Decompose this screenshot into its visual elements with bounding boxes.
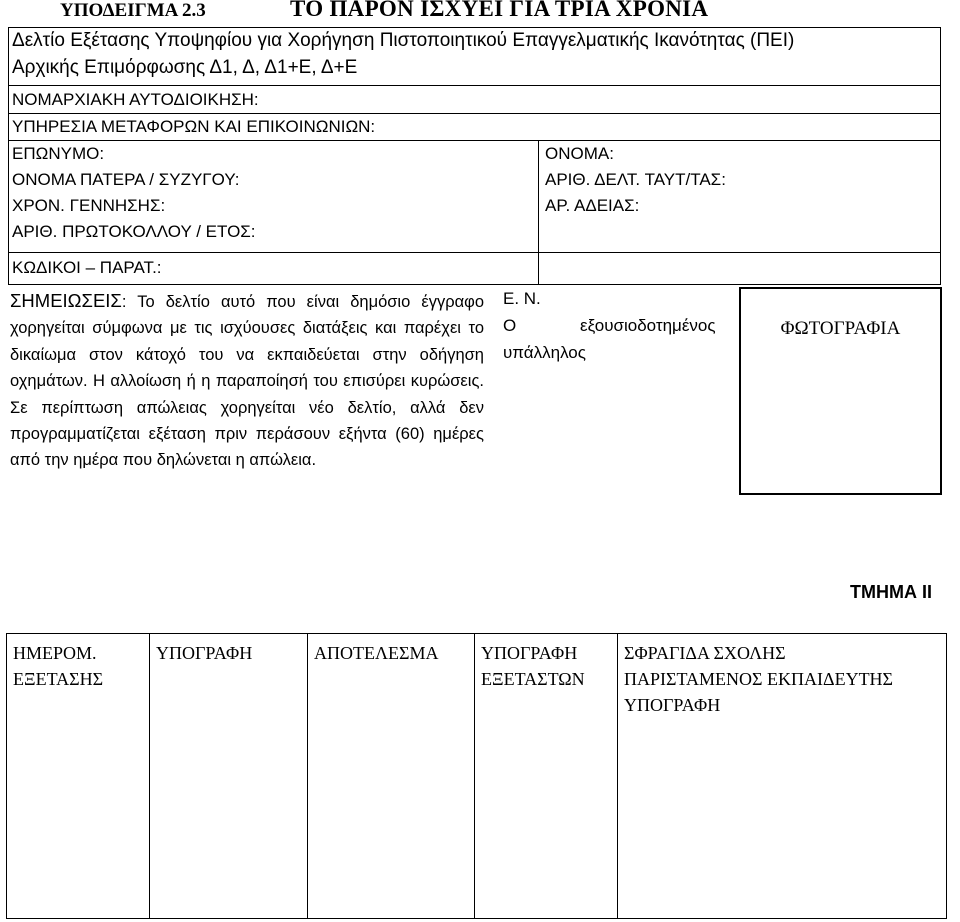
column-divider (538, 140, 539, 285)
id-number-field: ΑΡΙΘ. ΔΕΛΤ. ΤΑΥΤ/ΤΑΣ: (545, 170, 726, 189)
row-divider (8, 113, 940, 114)
father-spouse-field: ΟΝΟΜΑ ΠΑΤΕΡΑ / ΣΥΖΥΓΟΥ: (12, 170, 240, 189)
result-cell (308, 634, 475, 919)
form-title-line2: Αρχικής Επιμόρφωσης Δ1, Δ, Δ1+Ε, Δ+Ε (12, 57, 358, 78)
row-divider (8, 140, 940, 141)
example-label: ΥΠΟΔΕΙΓΜΑ 2.3 (60, 0, 206, 21)
validity-title: ΤΟ ΠΑΡΟΝ ΙΣΧΥΕΙ ΓΙΑ ΤΡΙΑ ΧΡΟΝΙΑ (290, 0, 709, 21)
name-field: ΟΝΟΜΑ: (545, 144, 614, 163)
birth-year-field: ΧΡΟΝ. ΓΕΝΝΗΣΗΣ: (12, 196, 166, 215)
official-authorized: εξουσιοδοτημένος (580, 316, 716, 335)
photo-box (739, 287, 942, 495)
notes-label: ΣΗΜΕΙΩΣΕΙΣ (10, 290, 122, 311)
section-ii-label: ΤΜΗΜΑ ΙΙ (850, 582, 932, 602)
school-stamp-line2: ΠΑΡΙΣΤΑΜΕΝΟΣ ΕΚΠΑΙΔΕΥΤΗΣ (624, 669, 894, 689)
row-divider (8, 85, 940, 86)
service-label: ΥΠΗΡΕΣΙΑ ΜΕΤΑΦΟΡΩΝ ΚΑΙ ΕΠΙΚΟΙΝΩΝΙΩΝ: (12, 117, 376, 136)
photo-label: ΦΩΤΟΓΡΑΦΙΑ (780, 318, 901, 339)
school-stamp-line1: ΣΦΡΑΓΙΔΑ ΣΧΟΛΗΣ (624, 643, 786, 663)
codes-field: ΚΩΔΙΚΟΙ – ΠΑΡΑΤ.: (12, 258, 162, 277)
table-row (7, 634, 947, 919)
examiners-line2: ΕΞΕΤΑΣΤΩΝ (481, 669, 585, 689)
examiners-line1: ΥΠΟΓΡΑΦΗ (481, 643, 578, 663)
surname-field: ΕΠΩΝΥΜΟ: (12, 144, 105, 163)
protocol-field: ΑΡΙΘ. ΠΡΩΤΟΚΟΛΛΟΥ / ΕΤΟΣ: (12, 222, 256, 241)
official-o: Ο (503, 316, 517, 335)
examiners-signature-cell (475, 634, 618, 919)
signature-cell (150, 634, 308, 919)
prefecture-label: ΝΟΜΑΡΧΙΑΚΗ ΑΥΤΟΔΙΟΙΚΗΣΗ: (12, 90, 259, 109)
result-label: ΑΠΟΤΕΛΕΣΜΑ (314, 643, 439, 663)
license-number-field: ΑΡ. ΑΔΕΙΑΣ: (545, 196, 640, 215)
school-stamp-line3: ΥΠΟΓΡΑΦΗ (624, 695, 721, 715)
form-title-line1: Δελτίο Εξέτασης Υποψηφίου για Χορήγηση Πιστοποιητικού Επαγγελματικής Ικανότητας (ΠΕΙ) (12, 30, 795, 51)
exam-table (6, 633, 947, 919)
exam-date-cell (7, 634, 150, 919)
notes-text: : Το δελτίο αυτό που είναι δημόσιο έγγραφο χορηγείται σύμφωνα με τις ισχύουσες διατάξεις και παρέχει το δικαίωμα στον κάτοχό του να εκπαιδεύεται στην οδήγηση οχημάτων. Η αλλοίωση ή η παραποίησή του επισύρει κυρώσεις. Σε περίπτωση απώλειας χορηγείται νέο δελτίο, αλλά δεν προγραμματίζεται εξέταση πριν περάσουν εξήντα (60) ημέρες από την ημέρα που δηλώνεται η απώλεια. (10, 293, 484, 470)
row-divider (8, 252, 940, 253)
notes-paragraph (10, 288, 484, 474)
school-stamp-cell (618, 634, 947, 919)
signature-label: ΥΠΟΓΡΑΦΗ (156, 643, 253, 663)
exam-date-line2: ΕΞΕΤΑΣΗΣ (13, 669, 104, 689)
exam-date-line1: ΗΜΕΡΟΜ. (13, 643, 97, 663)
official-en: Ε. Ν. (503, 289, 541, 308)
official-employee: υπάλληλος (503, 343, 586, 362)
